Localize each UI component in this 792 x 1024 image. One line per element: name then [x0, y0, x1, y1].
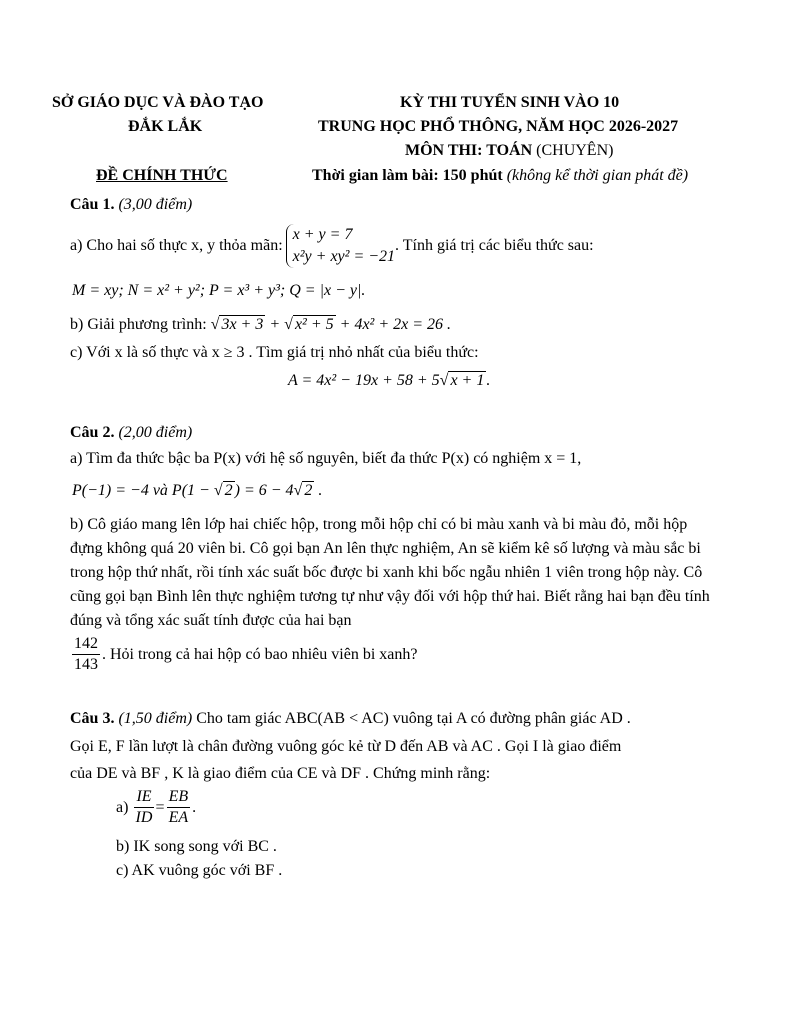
q1-c: c) Với x là số thực và x ≥ 3 . Tìm giá trị nhỏ nhất của biểu thức: [70, 344, 479, 361]
q2-a-line1: a) Tìm đa thức bậc ba P(x) với hệ số nguyên, biết đa thức P(x) có nghiệm x = 1, [70, 450, 582, 467]
q3-title: Câu 3. [70, 710, 115, 727]
q1-a-suffix: . Tính giá trị các biểu thức sau: [395, 237, 594, 254]
q1-a-eq2: x²y + xy² = −21 [292, 248, 396, 265]
q1-b-prefix: b) Giải phương trình: [70, 316, 207, 333]
q3-a-den1: ID [135, 809, 153, 826]
q3-points: (1,50 điểm) [118, 710, 193, 727]
q3-a-fraction2 [167, 787, 191, 828]
q2-a-sqrt2: 2 [304, 482, 313, 499]
q3-c: c) AK vuông góc với BF . [116, 862, 283, 879]
q1-title: Câu 1. [70, 196, 115, 213]
q3-a-num1: IE [134, 787, 153, 808]
exam-duration [312, 167, 688, 185]
q2-a-part1: P(−1) = −4 và P(1 − [72, 482, 214, 499]
q2-points: (2,00 điểm) [118, 424, 193, 441]
q3-line3: của DE và BF , K là giao điểm của CE và DF . Chứng minh rằng: [70, 765, 491, 782]
q3-a [116, 787, 196, 828]
header-province: ĐẮK LẮK [128, 118, 203, 135]
q2-a-end: . [314, 482, 323, 499]
q3-b: b) IK song song với BC . [116, 838, 277, 855]
q3-a-fraction1 [134, 787, 153, 828]
q1-b: b) Giải phương trình: √ 3x + 3 + √ x² + 5 + 4x² + 2x = 26 . [70, 316, 452, 333]
q3-a-label: a) [116, 798, 129, 816]
official-exam-label: ĐỀ CHÍNH THỨC [96, 167, 228, 184]
q3-a-eq: = [155, 798, 165, 816]
q1-a-prefix: a) Cho hai số thực x, y thỏa mãn: [70, 237, 283, 254]
exam-school-year: TRUNG HỌC PHỔ THÔNG, NĂM HỌC 2026-2027 [318, 118, 679, 135]
q3-line2: Gọi E, F lần lượt là chân đường vuông góc kẻ từ D đến AB và AC . Gọi I là giao điểm [70, 738, 622, 755]
q1-b-sqrt1: 3x + 3 [221, 316, 264, 333]
q1-c-end: . [486, 372, 491, 389]
q1-heading [70, 196, 192, 214]
q2-b-frac-num: 142 [72, 634, 100, 655]
q1-c-expression: A = 4x² − 19x + 58 + 5√ x + 1 . [288, 372, 491, 389]
duration-note: (không kể thời gian phát đề) [506, 167, 689, 184]
q2-title: Câu 2. [70, 424, 115, 441]
q1-c-sqrt: x + 1 [450, 372, 485, 389]
q1-c-expr: A = 4x² − 19x + 58 + 5 [288, 372, 440, 389]
q1-a-eq1: x + y = 7 [292, 226, 353, 243]
q2-a-part2: ) = 6 − 4 [234, 482, 294, 499]
q1-a-system [286, 224, 395, 268]
q2-b-frac-den: 143 [74, 656, 98, 673]
exam-subject [405, 142, 613, 160]
subject-type: (CHUYÊN) [536, 142, 614, 159]
q2-b-fraction-line [70, 634, 417, 675]
exam-name: KỲ THI TUYỂN SINH VÀO 10 [400, 94, 620, 111]
q1-points: (3,00 điểm) [118, 196, 193, 213]
q1-b-sqrt2: x² + 5 [294, 316, 334, 333]
q2-b-fraction [72, 634, 100, 675]
q3-a-den2: EA [168, 809, 189, 826]
q3-line1 [70, 710, 631, 728]
q2-b-text: b) Cô giáo mang lên lớp hai chiếc hộp, trong mỗi hộp chỉ có bi màu xanh và bi màu đỏ, mỗi hộp đựng không quá 20 viên bi. Cô gọi bạn An lên thực nghiệm, An sẽ kiểm kê số lượng và màu sắc bi trong hộp thứ nhất, rồi tính xác suất bốc được bi xanh khi bốc ngẫu nhiên 1 viên trong hộp này. Cô cũng gọi bạn Bình lên thực nghiệm tương tự như vậy đối với hộp thứ hai. Biết rằng hai bạn đều tính đúng và tổng xác suất tính được của hai bạn [70, 516, 710, 629]
q3-a-num2: EB [167, 787, 191, 808]
header-department: SỞ GIÁO DỤC VÀ ĐÀO TẠO [52, 94, 264, 111]
subject-label: MÔN THI: TOÁN [405, 142, 533, 159]
q1-a-expressions: M = xy; N = x² + y²; P = x³ + y³; Q = |x − y|. [72, 282, 366, 299]
q2-a-line2: P(−1) = −4 và P(1 − √ 2 ) = 6 − 4√ 2 . [72, 482, 323, 499]
q2-heading [70, 424, 192, 442]
duration-label: Thời gian làm bài: 150 phút [312, 167, 503, 184]
q1-a [70, 218, 594, 274]
q3-a-end: . [192, 798, 197, 816]
q2-b-end: . Hỏi trong cả hai hộp có bao nhiêu viên bi xanh? [102, 645, 418, 663]
q3-line1-text: Cho tam giác ABC(AB < AC) vuông tại A có đường phân giác AD . [196, 710, 631, 727]
q2-a-sqrt1: 2 [224, 482, 233, 499]
q1-b-rest: + 4x² + 2x = 26 . [339, 316, 452, 333]
